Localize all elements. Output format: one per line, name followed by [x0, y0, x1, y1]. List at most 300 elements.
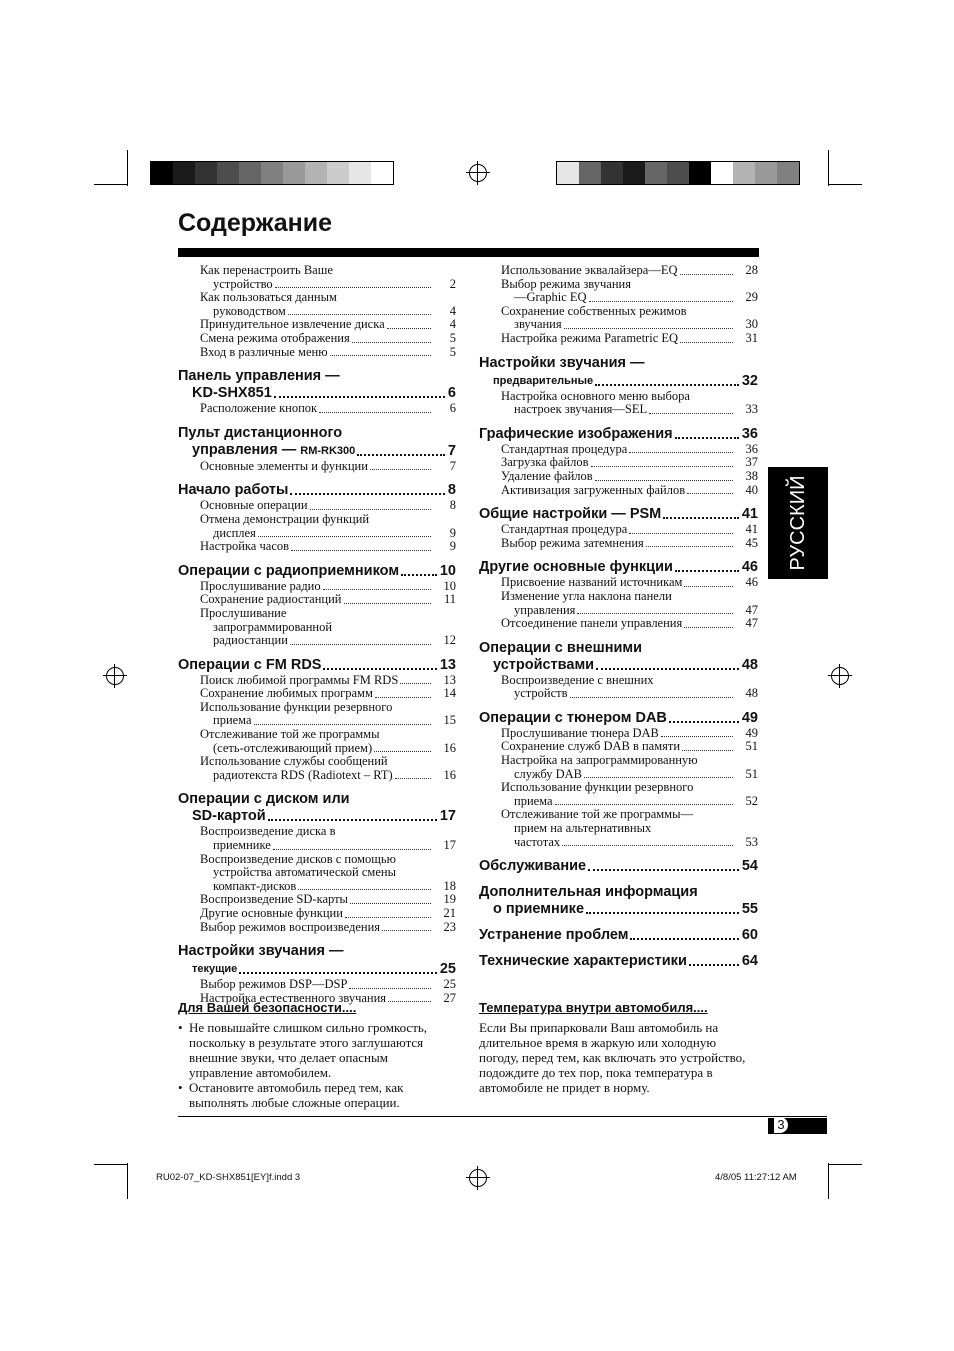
toc-item [178, 346, 456, 360]
toc-entry-text: Операции с тюнером DAB [479, 709, 667, 726]
toc-entry-row [501, 537, 758, 551]
toc-page-number: 2 [449, 276, 456, 291]
safety-note-body [178, 1020, 448, 1110]
toc-entry-text: Загрузка файлов [501, 455, 589, 470]
toc-entry-row [200, 893, 456, 907]
toc-page-number: 8 [447, 482, 456, 499]
dot-leader [291, 550, 431, 551]
toc-page-number: 46 [745, 575, 758, 590]
toc-page-number: 4 [449, 317, 456, 332]
toc-entry-row [200, 580, 456, 594]
toc-page-number: 15 [443, 713, 456, 728]
dot-leader [387, 328, 431, 329]
color-swatch [327, 162, 349, 184]
toc-entry-text: Другие основные функции [200, 906, 343, 920]
toc-section [479, 953, 758, 970]
toc-entry-row [479, 372, 758, 390]
toc-page-number: 17 [443, 838, 456, 853]
toc-entry-text: Поиск любимой программы FM RDS [200, 672, 399, 687]
dot-leader [562, 845, 733, 846]
dot-leader [570, 697, 733, 698]
toc-entry-row [501, 456, 758, 470]
toc-entry-row [200, 527, 456, 541]
dot-leader [586, 912, 739, 914]
toc-entry-row [200, 540, 456, 554]
toc-entry-text: —Graphic EQ [514, 290, 587, 305]
toc-page-number: 14 [443, 686, 456, 701]
toc-page-number: 51 [745, 766, 758, 781]
registration-mark-icon [469, 1169, 487, 1187]
toc-entry-text: настроек звучания—SEL [514, 402, 648, 417]
toc-entry-row [501, 576, 758, 590]
toc-page-number: 21 [443, 906, 456, 920]
page-number: 3 [774, 1117, 788, 1133]
toc-entry-row [178, 442, 456, 460]
dot-leader [395, 778, 431, 779]
toc-page-number: 38 [745, 468, 758, 483]
toc-page-number: 18 [443, 878, 456, 893]
toc-entry-text: частотах [514, 834, 561, 849]
color-calibration-bar-left [150, 161, 394, 185]
toc-section [479, 927, 758, 944]
crop-mark [94, 184, 128, 185]
toc-section [479, 426, 758, 497]
toc-section-heading [479, 884, 758, 918]
color-swatch [217, 162, 239, 184]
toc-section [479, 355, 758, 417]
dot-leader [323, 589, 431, 590]
toc-item [479, 754, 758, 781]
color-swatch [667, 162, 689, 184]
toc-entry-row [178, 808, 456, 825]
toc-section [479, 710, 758, 849]
registration-mark-icon [469, 164, 487, 182]
toc-section-title-line2: KD-SHX851 [192, 385, 272, 402]
toc-column-left [178, 264, 456, 1005]
toc-entry-text: Настройка режима Parametric EQ [501, 330, 679, 345]
page-title: Содержание [178, 209, 333, 237]
toc-entry-text: прием на альтернативных [514, 821, 652, 836]
toc-entry-row [178, 657, 456, 674]
temperature-note-body: Если Вы припарковали Ваш автомобиль на длительное время в жаркую или холодную погоду, перед тем, как включать это устройство, подождите до тех пор, пока температура в автомобиле не придет в норму. [479, 1020, 746, 1095]
toc-page-number: 55 [741, 901, 758, 918]
dot-leader [330, 355, 431, 356]
color-calibration-bar-right [556, 161, 800, 185]
crop-mark [828, 150, 829, 186]
toc-entry-row [200, 305, 456, 319]
toc-page-number: 49 [745, 725, 758, 740]
toc-entry-text: Другие основные функции [479, 559, 673, 576]
toc-section-subtitle: текущие [192, 963, 238, 976]
toc-entry-row [178, 385, 456, 402]
toc-entry-text: Операции с FM RDS [178, 656, 322, 673]
toc-section-heading [178, 657, 456, 674]
toc-section-heading [479, 559, 758, 576]
toc-item [178, 607, 456, 648]
toc-page-number: 5 [449, 330, 456, 345]
toc-entry-text: Отслеживание той же программы— [501, 807, 693, 822]
dot-leader [675, 570, 739, 572]
toc-item [479, 617, 758, 631]
toc-item [479, 727, 758, 741]
toc-entry-row [479, 657, 758, 674]
toc-entry-row [501, 727, 758, 741]
toc-page-number: 30 [745, 317, 758, 332]
toc-entry-row [200, 742, 456, 756]
dot-leader [591, 466, 734, 467]
dot-leader [646, 546, 733, 547]
toc-entry-text: радиотекста RDS (Radiotext – RT) [213, 767, 393, 782]
toc-page-number: 31 [745, 330, 758, 345]
toc-item [178, 540, 456, 554]
toc-item [479, 278, 758, 305]
toc-page-number: 8 [449, 498, 456, 513]
dot-leader [629, 452, 733, 453]
toc-entry-row [501, 768, 758, 782]
dot-leader [375, 697, 431, 698]
dot-leader [630, 938, 738, 940]
crop-mark [127, 1163, 128, 1199]
toc-page-number: 12 [443, 633, 456, 648]
registration-mark-icon [106, 667, 124, 685]
toc-entry-row [200, 714, 456, 728]
crop-mark [127, 150, 128, 186]
toc-section [178, 425, 456, 474]
toc-item [479, 305, 758, 332]
toc-entry-row [200, 318, 456, 332]
toc-entry-row [200, 978, 456, 992]
registration-mark-icon [831, 667, 849, 685]
toc-entry-text: приема [213, 713, 252, 728]
color-swatch [557, 162, 579, 184]
toc-page-number: 53 [745, 834, 758, 849]
color-swatch [239, 162, 261, 184]
dot-leader [555, 804, 733, 805]
toc-entry-row [501, 617, 758, 631]
toc-section-title [493, 657, 594, 674]
toc-section-title [192, 960, 237, 978]
dot-leader [687, 493, 733, 494]
toc-entry-text: компакт-дисков [213, 878, 297, 893]
color-swatch [579, 162, 601, 184]
dot-leader [684, 586, 733, 587]
dot-leader [629, 533, 733, 534]
toc-entry-text: Основные операции [200, 498, 308, 513]
toc-page-number: 40 [745, 482, 758, 497]
dot-leader [290, 644, 431, 645]
toc-item [479, 590, 758, 617]
dot-leader [661, 736, 733, 737]
toc-entry-text: Отслеживание той же программы [200, 727, 380, 742]
toc-entry-row [501, 264, 758, 278]
toc-column-right [479, 264, 758, 970]
toc-entry-text: дисплея [213, 525, 256, 540]
color-swatch [349, 162, 371, 184]
dot-leader [370, 469, 431, 470]
toc-entry-row [501, 443, 758, 457]
color-swatch [305, 162, 327, 184]
toc-item [178, 499, 456, 513]
toc-entry-text: Технические характеристики [479, 953, 687, 970]
toc-entry-row [200, 907, 456, 921]
toc-section-heading [479, 927, 758, 944]
dot-leader [374, 751, 431, 752]
toc-entry-text: Общие настройки — PSM [479, 506, 662, 523]
dot-leader [663, 517, 739, 519]
toc-entry-text: Расположение кнопок [200, 401, 318, 416]
toc-page-number: 48 [745, 686, 758, 701]
toc-page-number: 48 [741, 656, 758, 673]
dot-leader [352, 342, 431, 343]
dot-leader [675, 437, 739, 439]
toc-entry-row [479, 927, 758, 944]
toc-page-number: 28 [745, 263, 758, 277]
toc-section-title [493, 901, 584, 918]
dot-leader [290, 493, 445, 495]
toc-page-number: 27 [443, 990, 456, 1005]
dot-leader [669, 721, 739, 723]
toc-section-heading [178, 943, 456, 978]
toc-entry-row [501, 291, 758, 305]
toc-page-number: 13 [443, 672, 456, 687]
safety-note-item: • Остановите автомобиль перед тем, как выполнять любые сложные операции. [178, 1080, 404, 1110]
dot-leader [319, 412, 431, 413]
toc-section [479, 559, 758, 630]
toc-section-title: Дополнительная информация [479, 884, 698, 901]
color-swatch [689, 162, 711, 184]
toc-item [479, 443, 758, 457]
toc-section [178, 657, 456, 783]
toc-section [178, 368, 456, 416]
language-tab [768, 467, 828, 579]
toc-entry-text: Сохранение радиостанций [200, 592, 342, 607]
dot-leader [596, 668, 739, 670]
toc-section-heading [178, 482, 456, 499]
dot-leader [577, 613, 733, 614]
toc-entry-text: Использование функции резервного [200, 699, 393, 714]
toc-item [178, 825, 456, 852]
toc-entry-row [501, 740, 758, 754]
toc-item [479, 523, 758, 537]
toc-entry-text: Использование службы сообщений [200, 754, 388, 769]
toc-item [479, 456, 758, 470]
toc-section-heading [479, 640, 758, 674]
toc-entry-text: устройства автоматической смены [213, 865, 396, 880]
crop-mark [828, 1163, 829, 1199]
toc-item [178, 332, 456, 346]
toc-item [178, 580, 456, 594]
toc-entry-text: Графические изображения [479, 425, 673, 442]
dot-leader [288, 314, 431, 315]
crop-mark [828, 184, 862, 185]
toc-entry-row [479, 506, 758, 523]
toc-entry-text: устройство [213, 276, 273, 291]
dot-leader [682, 750, 733, 751]
color-swatch [195, 162, 217, 184]
toc-entry-row [479, 953, 758, 970]
dot-leader [400, 683, 431, 684]
dot-leader [323, 668, 436, 670]
toc-page-number: 19 [443, 892, 456, 907]
toc-entry-text: Прослушивание тюнера DAB [501, 725, 659, 740]
color-swatch [755, 162, 777, 184]
toc-page-number: 60 [741, 927, 758, 944]
dot-leader [680, 274, 734, 275]
toc-entry-row [501, 318, 758, 332]
toc-entry-text: Смена режима отображения [200, 330, 350, 345]
toc-entry-text: руководством [213, 303, 286, 318]
toc-page-number: 6 [449, 401, 456, 416]
color-swatch [283, 162, 305, 184]
toc-entry-text: Воспроизведение SD-карты [200, 892, 348, 907]
toc-item [178, 674, 456, 688]
toc-page-number: 16 [443, 767, 456, 782]
toc-section-title [192, 385, 272, 402]
safety-note-item: • Не повышайте слишком сильно громкость, поскольку в результате этого заглушаются внешние звуки, что делает опасным управление автомобилем. [178, 1020, 428, 1080]
toc-entry-row [501, 836, 758, 850]
toc-item [178, 687, 456, 701]
toc-entry-text: Прослушивание радио [200, 578, 321, 593]
toc-entry-text: звучания [514, 317, 562, 332]
toc-section-title: Настройки звучания — [178, 943, 344, 960]
toc-page-number: 10 [439, 562, 456, 579]
toc-entry-text: Настройка естественного звучания [200, 990, 387, 1005]
color-swatch [601, 162, 623, 184]
toc-entry-text: Стандартная процедура [501, 522, 628, 537]
toc-page-number: 10 [443, 578, 456, 593]
toc-entry-row [200, 278, 456, 292]
toc-entry-row [501, 523, 758, 537]
toc-entry-row [501, 332, 758, 346]
toc-item [479, 740, 758, 754]
toc-page-number: 45 [745, 535, 758, 550]
toc-section [178, 482, 456, 553]
dot-leader [595, 480, 733, 481]
toc-page-number: 41 [745, 522, 758, 537]
color-swatch [711, 162, 733, 184]
toc-entry-text: службу DAB [514, 766, 582, 781]
toc-item [479, 470, 758, 484]
toc-entry-text: Настройка основного меню выбора [501, 388, 690, 403]
toc-entry-text: Воспроизведение дисков с помощью [200, 851, 396, 866]
toc-entry-row [501, 795, 758, 809]
toc-entry-text: Прослушивание [200, 605, 287, 620]
toc-entry-row [479, 858, 758, 875]
bottom-rule [178, 1116, 827, 1117]
toc-entry-row [501, 687, 758, 701]
toc-section [479, 506, 758, 550]
toc-section [479, 884, 758, 918]
toc-page-number: 51 [745, 739, 758, 754]
toc-section-heading [479, 953, 758, 970]
toc-page-number: 36 [745, 441, 758, 456]
language-tab-label: РУССКИЙ [787, 475, 809, 571]
toc-entry-row [200, 346, 456, 360]
toc-entry-text: Сохранение любимых программ [200, 686, 373, 701]
dot-leader [344, 603, 432, 604]
toc-entry-text: Начало работы [178, 482, 289, 499]
toc-section-heading [178, 791, 456, 825]
toc-item [178, 513, 456, 540]
toc-entry-text: Присвоение названий источникам [501, 575, 683, 590]
toc-item [479, 390, 758, 417]
toc-item [178, 921, 456, 935]
toc-section-subtitle: предварительные [493, 374, 594, 387]
dot-leader [350, 903, 431, 904]
toc-section [178, 563, 456, 648]
toc-item [479, 576, 758, 590]
toc-entry-text: Вход в различные меню [200, 344, 328, 359]
toc-section-title: Настройки звучания — [479, 354, 645, 371]
toc-section-title-line2: SD-картой [192, 808, 266, 825]
toc-page-number: 32 [741, 372, 758, 389]
toc-entry-text: Сохранение собственных режимов [501, 303, 687, 318]
toc-entry-row [200, 593, 456, 607]
toc-item [178, 853, 456, 894]
toc-entry-text: Выбор режима звучания [501, 276, 631, 291]
toc-item [178, 907, 456, 921]
footer-timestamp: 4/8/05 11:27:12 AM [715, 1172, 797, 1183]
toc-section-title [493, 372, 593, 390]
toc-entry-text: Изменение угла наклона панели [501, 588, 672, 603]
toc-page-number: 23 [443, 919, 456, 934]
toc-page-number: 29 [745, 290, 758, 305]
toc-item [178, 402, 456, 416]
toc-entry-text: Активизация загруженных файлов [501, 482, 686, 497]
dot-leader [357, 454, 445, 456]
toc-section-title: Операции с внешними [479, 639, 643, 656]
toc-page-number: 47 [745, 616, 758, 631]
toc-section-heading [479, 426, 758, 443]
toc-entry-row [479, 901, 758, 918]
toc-entry-row [200, 880, 456, 894]
toc-page-number: 4 [449, 303, 456, 318]
color-swatch [777, 162, 799, 184]
toc-entry-text: Отмена демонстрации функций [200, 511, 370, 526]
dot-leader [298, 889, 431, 890]
toc-entry-row [501, 470, 758, 484]
toc-item [178, 460, 456, 474]
dot-leader [275, 287, 431, 288]
dot-leader [268, 819, 437, 821]
toc-section-title-line2: о приемнике [493, 901, 585, 918]
toc-entry-row [501, 484, 758, 498]
dot-leader [680, 342, 733, 343]
toc-entry-row [200, 332, 456, 346]
toc-entry-row [178, 563, 456, 580]
toc-page-number: 5 [449, 344, 456, 359]
toc-entry-text: Выбор режимов воспроизведения [200, 919, 381, 934]
dot-leader [349, 988, 431, 989]
color-swatch [623, 162, 645, 184]
toc-page-number: 9 [449, 539, 456, 554]
toc-section [178, 943, 456, 1005]
toc-item [178, 755, 456, 782]
temperature-note-title: Температура внутри автомобиля.... [479, 1000, 708, 1015]
toc-page-number: 25 [439, 961, 456, 978]
toc-section-heading [178, 563, 456, 580]
toc-page-number: 47 [745, 602, 758, 617]
dot-leader [273, 849, 431, 850]
toc-section-title: Пульт дистанционного [178, 424, 343, 441]
dot-leader [401, 574, 437, 576]
toc-entry-row [501, 604, 758, 618]
toc-entry-text: Отсоединение панели управления [501, 616, 683, 631]
color-swatch [173, 162, 195, 184]
toc-entry-text: Как перенастроить Ваше [200, 263, 333, 277]
toc-entry-row [200, 402, 456, 416]
toc-entry-row [501, 403, 758, 417]
